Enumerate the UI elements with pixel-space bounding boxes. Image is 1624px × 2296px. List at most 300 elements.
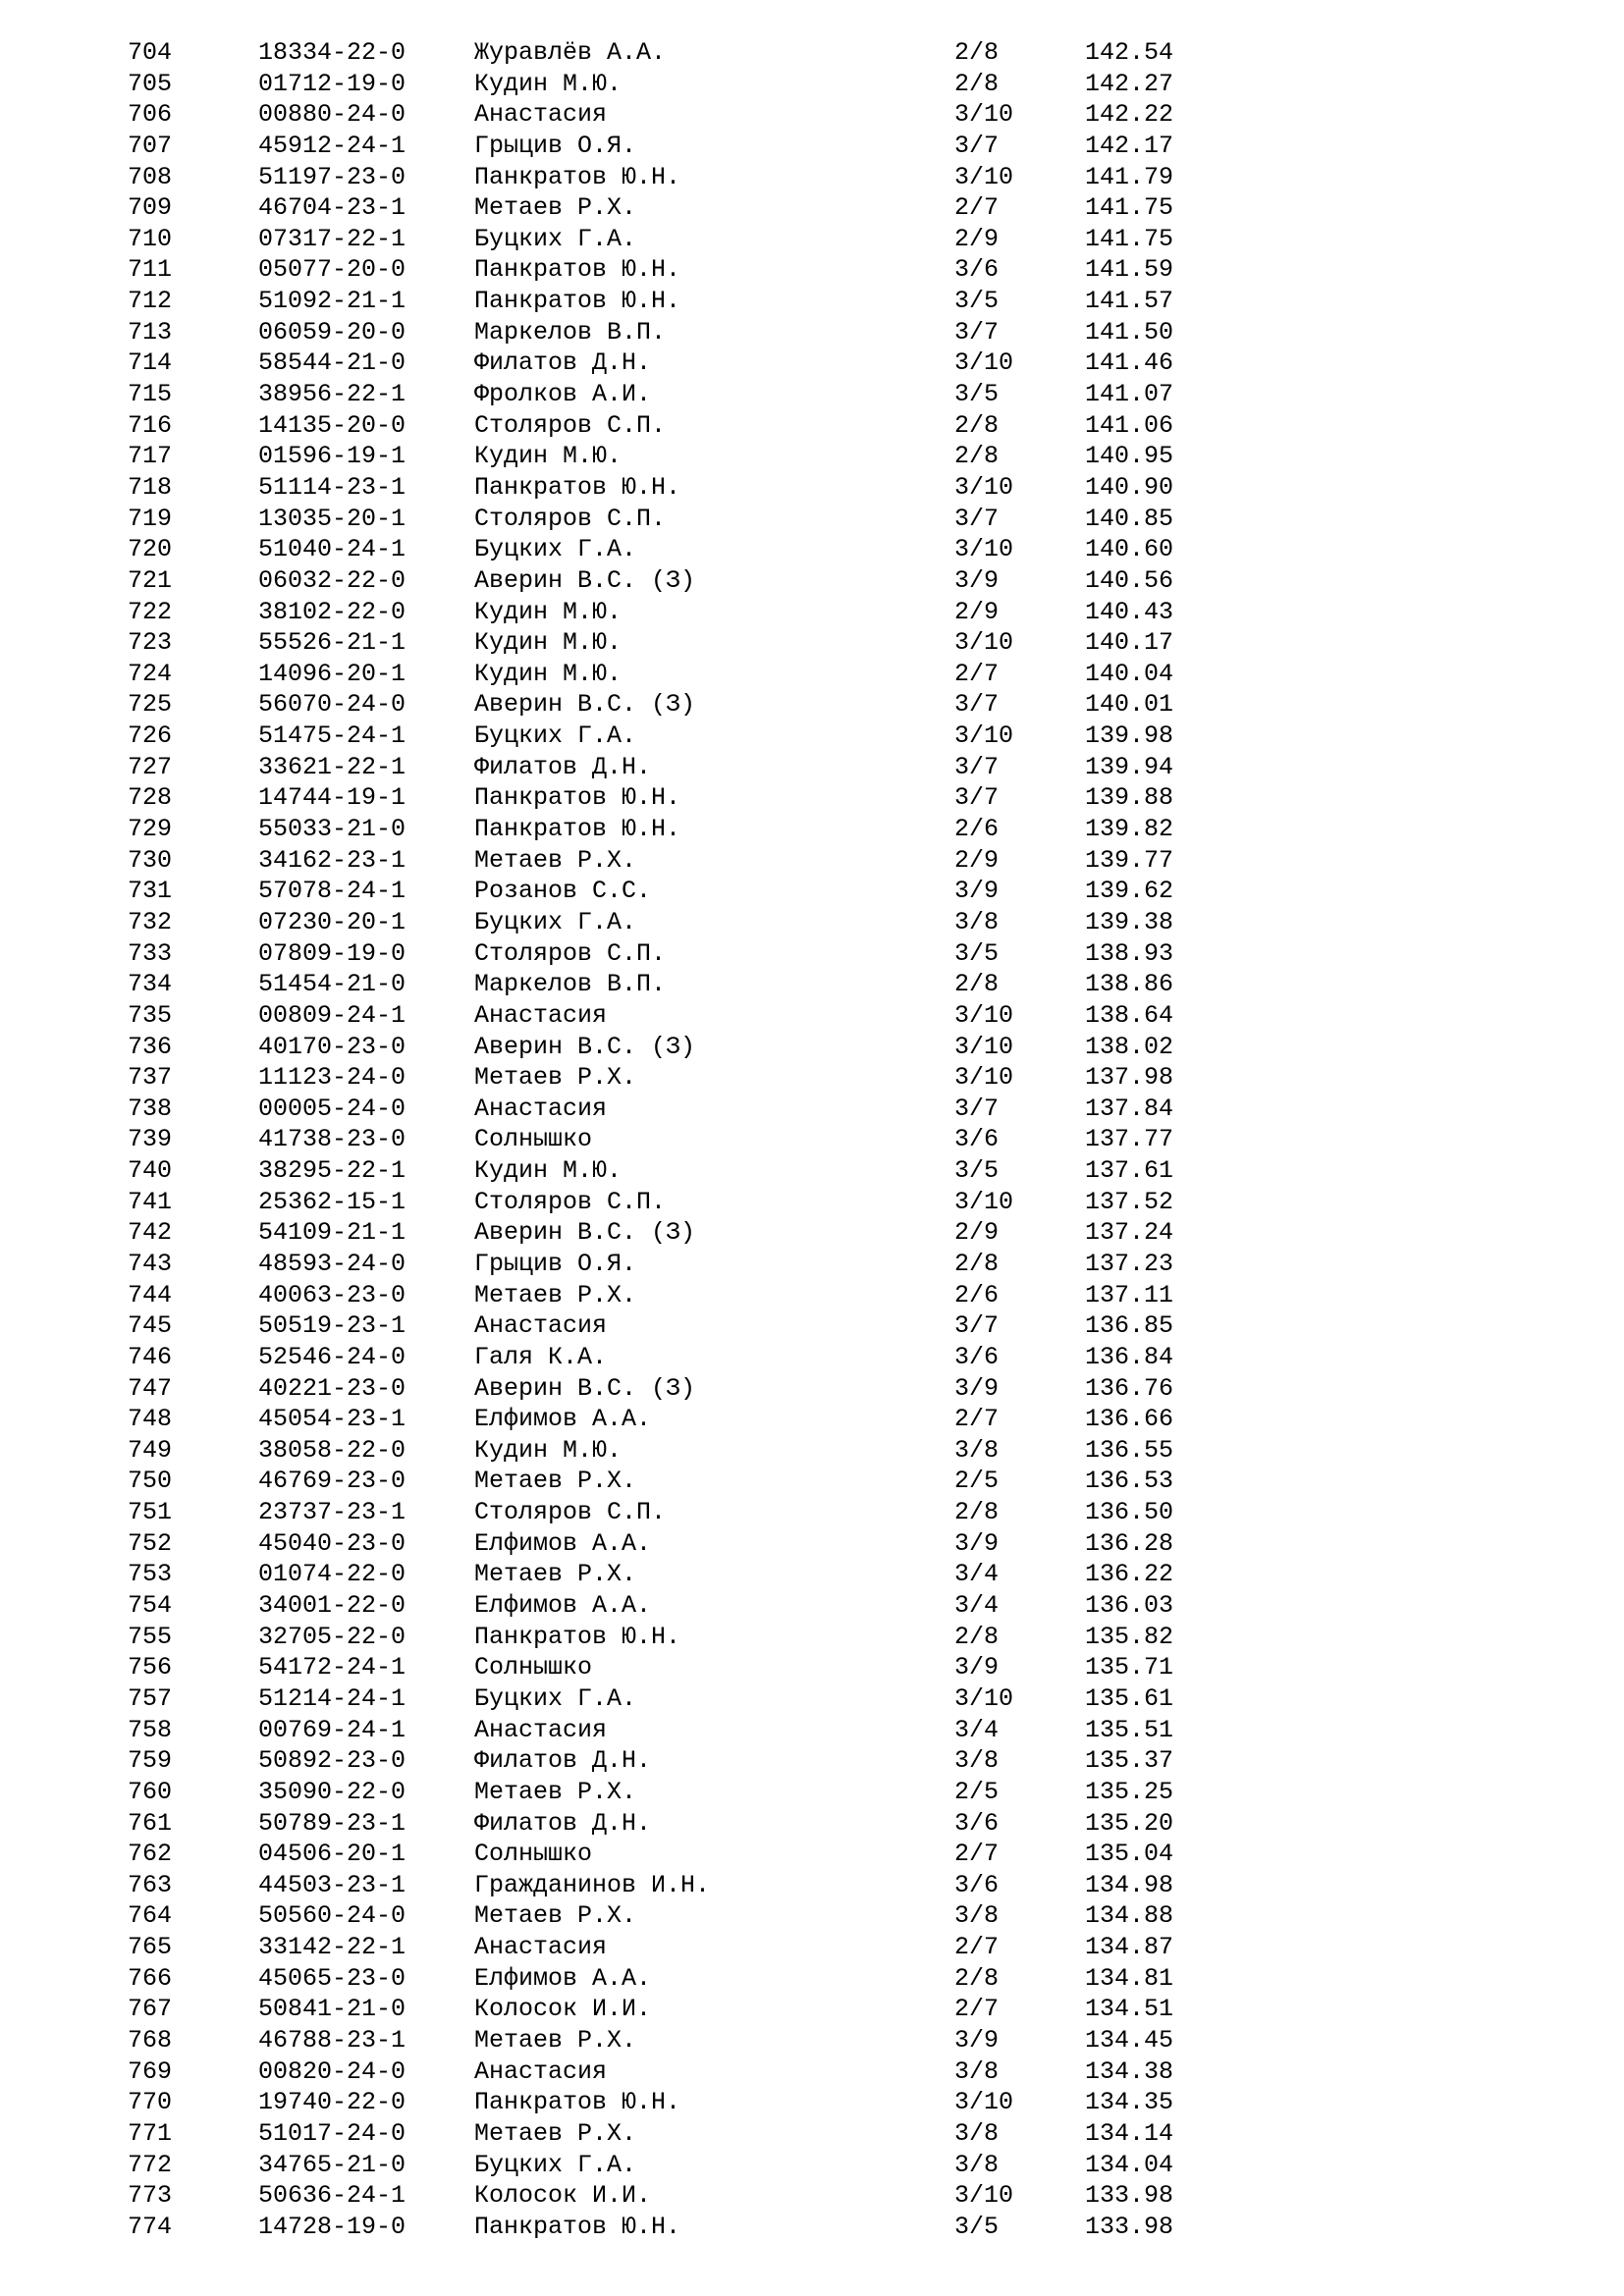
results-table bbox=[0, 37, 1624, 2242]
id-cell: 38956-22-1 bbox=[258, 380, 406, 409]
score-cell: 138.86 bbox=[1085, 970, 1174, 999]
owner-cell: Кудин М.Ю. bbox=[474, 69, 623, 98]
owner-cell: Метаев Р.Х. bbox=[474, 1063, 637, 1093]
table-row bbox=[0, 1715, 1624, 1746]
ratio-cell: 3/7 bbox=[954, 783, 1000, 813]
ratio-cell: 2/7 bbox=[954, 193, 1000, 223]
id-cell: 34765-21-0 bbox=[258, 2150, 406, 2179]
rank-cell: 743 bbox=[128, 1249, 173, 1278]
id-cell: 23737-23-1 bbox=[258, 1498, 406, 1527]
owner-cell: Кудин М.Ю. bbox=[474, 597, 623, 626]
table-row bbox=[0, 2056, 1624, 2088]
owner-cell: Анастасия bbox=[474, 100, 608, 130]
owner-cell: Елфимов А.А. bbox=[474, 1591, 652, 1621]
ratio-cell: 3/10 bbox=[954, 2088, 1014, 2117]
rank-cell: 723 bbox=[128, 628, 173, 658]
owner-cell: Елфимов А.А. bbox=[474, 1405, 652, 1434]
ratio-cell: 3/8 bbox=[954, 1746, 1000, 1776]
owner-cell: Столяров С.П. bbox=[474, 1187, 667, 1216]
table-row bbox=[0, 534, 1624, 565]
rank-cell: 736 bbox=[128, 1032, 173, 1061]
table-row bbox=[0, 752, 1624, 783]
score-cell: 141.59 bbox=[1085, 255, 1174, 285]
rank-cell: 734 bbox=[128, 970, 173, 999]
score-cell: 137.52 bbox=[1085, 1187, 1174, 1216]
owner-cell: Буцких Г.А. bbox=[474, 1683, 637, 1713]
id-cell: 46769-23-0 bbox=[258, 1467, 406, 1496]
table-row bbox=[0, 1932, 1624, 1963]
score-cell: 136.28 bbox=[1085, 1528, 1174, 1558]
id-cell: 56070-24-0 bbox=[258, 690, 406, 720]
id-cell: 07809-19-0 bbox=[258, 938, 406, 968]
id-cell: 04506-20-1 bbox=[258, 1840, 406, 1869]
rank-cell: 772 bbox=[128, 2150, 173, 2179]
id-cell: 52546-24-0 bbox=[258, 1342, 406, 1371]
rank-cell: 717 bbox=[128, 442, 173, 471]
id-cell: 51092-21-1 bbox=[258, 287, 406, 316]
ratio-cell: 3/9 bbox=[954, 1528, 1000, 1558]
table-row bbox=[0, 2025, 1624, 2056]
ratio-cell: 2/8 bbox=[954, 1249, 1000, 1278]
ratio-cell: 3/9 bbox=[954, 2026, 1000, 2055]
rank-cell: 731 bbox=[128, 877, 173, 906]
rank-cell: 718 bbox=[128, 472, 173, 502]
ratio-cell: 2/8 bbox=[954, 38, 1000, 67]
table-row bbox=[0, 1124, 1624, 1155]
owner-cell: Аверин В.С. (З) bbox=[474, 690, 696, 720]
score-cell: 139.88 bbox=[1085, 783, 1174, 813]
table-row bbox=[0, 410, 1624, 442]
table-row bbox=[0, 2087, 1624, 2118]
owner-cell: Столяров С.П. bbox=[474, 1498, 667, 1527]
ratio-cell: 2/8 bbox=[954, 410, 1000, 440]
owner-cell: Кудин М.Ю. bbox=[474, 442, 623, 471]
score-cell: 136.55 bbox=[1085, 1435, 1174, 1465]
rank-cell: 719 bbox=[128, 504, 173, 533]
id-cell: 50841-21-0 bbox=[258, 1995, 406, 2024]
rank-cell: 755 bbox=[128, 1622, 173, 1651]
table-row bbox=[0, 2150, 1624, 2181]
rank-cell: 714 bbox=[128, 348, 173, 378]
owner-cell: Буцких Г.А. bbox=[474, 721, 637, 751]
score-cell: 141.46 bbox=[1085, 348, 1174, 378]
owner-cell: Панкратов Ю.Н. bbox=[474, 1622, 681, 1651]
id-cell: 14096-20-1 bbox=[258, 659, 406, 688]
ratio-cell: 2/9 bbox=[954, 224, 1000, 253]
owner-cell: Столяров С.П. bbox=[474, 504, 667, 533]
owner-cell: Аверин В.С. (З) bbox=[474, 565, 696, 595]
score-cell: 140.17 bbox=[1085, 628, 1174, 658]
table-row bbox=[0, 1497, 1624, 1528]
owner-cell: Буцких Г.А. bbox=[474, 224, 637, 253]
score-cell: 137.84 bbox=[1085, 1094, 1174, 1123]
owner-cell: Метаев Р.Х. bbox=[474, 1901, 637, 1931]
id-cell: 44503-23-1 bbox=[258, 1870, 406, 1899]
owner-cell: Метаев Р.Х. bbox=[474, 1560, 637, 1589]
id-cell: 54109-21-1 bbox=[258, 1218, 406, 1248]
score-cell: 133.98 bbox=[1085, 2181, 1174, 2211]
rank-cell: 749 bbox=[128, 1435, 173, 1465]
ratio-cell: 3/7 bbox=[954, 317, 1000, 347]
table-row bbox=[0, 1000, 1624, 1032]
ratio-cell: 2/9 bbox=[954, 597, 1000, 626]
score-cell: 135.71 bbox=[1085, 1653, 1174, 1682]
score-cell: 134.81 bbox=[1085, 1963, 1174, 1993]
ratio-cell: 3/5 bbox=[954, 380, 1000, 409]
rank-cell: 740 bbox=[128, 1156, 173, 1186]
rank-cell: 758 bbox=[128, 1715, 173, 1744]
id-cell: 51017-24-0 bbox=[258, 2118, 406, 2148]
table-row bbox=[0, 1217, 1624, 1249]
table-row bbox=[0, 1963, 1624, 1995]
ratio-cell: 2/5 bbox=[954, 1467, 1000, 1496]
score-cell: 134.35 bbox=[1085, 2088, 1174, 2117]
owner-cell: Солнышко bbox=[474, 1840, 593, 1869]
ratio-cell: 3/10 bbox=[954, 2181, 1014, 2211]
rank-cell: 739 bbox=[128, 1125, 173, 1154]
id-cell: 38058-22-0 bbox=[258, 1435, 406, 1465]
id-cell: 07317-22-1 bbox=[258, 224, 406, 253]
rank-cell: 724 bbox=[128, 659, 173, 688]
owner-cell: Панкратов Ю.Н. bbox=[474, 815, 681, 844]
score-cell: 142.27 bbox=[1085, 69, 1174, 98]
rank-cell: 761 bbox=[128, 1808, 173, 1838]
score-cell: 135.37 bbox=[1085, 1746, 1174, 1776]
id-cell: 00880-24-0 bbox=[258, 100, 406, 130]
score-cell: 142.54 bbox=[1085, 38, 1174, 67]
table-row bbox=[0, 224, 1624, 255]
ratio-cell: 3/10 bbox=[954, 628, 1014, 658]
owner-cell: Маркелов В.П. bbox=[474, 317, 667, 347]
owner-cell: Панкратов Ю.Н. bbox=[474, 162, 681, 191]
table-row bbox=[0, 1373, 1624, 1405]
score-cell: 141.75 bbox=[1085, 193, 1174, 223]
rank-cell: 727 bbox=[128, 752, 173, 781]
rank-cell: 746 bbox=[128, 1342, 173, 1371]
id-cell: 35090-22-0 bbox=[258, 1777, 406, 1806]
rank-cell: 769 bbox=[128, 2056, 173, 2086]
ratio-cell: 3/10 bbox=[954, 100, 1014, 130]
score-cell: 135.82 bbox=[1085, 1622, 1174, 1651]
owner-cell: Метаев Р.Х. bbox=[474, 1280, 637, 1309]
table-row bbox=[0, 2212, 1624, 2243]
ratio-cell: 3/6 bbox=[954, 255, 1000, 285]
table-row bbox=[0, 1094, 1624, 1125]
rank-cell: 762 bbox=[128, 1840, 173, 1869]
score-cell: 138.64 bbox=[1085, 1000, 1174, 1030]
ratio-cell: 3/7 bbox=[954, 690, 1000, 720]
id-cell: 00005-24-0 bbox=[258, 1094, 406, 1123]
score-cell: 136.22 bbox=[1085, 1560, 1174, 1589]
rank-cell: 706 bbox=[128, 100, 173, 130]
id-cell: 34001-22-0 bbox=[258, 1591, 406, 1621]
table-row bbox=[0, 1622, 1624, 1653]
id-cell: 46788-23-1 bbox=[258, 2026, 406, 2055]
score-cell: 140.85 bbox=[1085, 504, 1174, 533]
ratio-cell: 3/5 bbox=[954, 287, 1000, 316]
id-cell: 33621-22-1 bbox=[258, 752, 406, 781]
rank-cell: 716 bbox=[128, 410, 173, 440]
owner-cell: Елфимов А.А. bbox=[474, 1528, 652, 1558]
rank-cell: 708 bbox=[128, 162, 173, 191]
rank-cell: 771 bbox=[128, 2118, 173, 2148]
score-cell: 134.98 bbox=[1085, 1870, 1174, 1899]
score-cell: 137.61 bbox=[1085, 1156, 1174, 1186]
table-row bbox=[0, 1839, 1624, 1870]
id-cell: 50789-23-1 bbox=[258, 1808, 406, 1838]
ratio-cell: 3/5 bbox=[954, 938, 1000, 968]
id-cell: 14728-19-0 bbox=[258, 2212, 406, 2241]
owner-cell: Кудин М.Ю. bbox=[474, 628, 623, 658]
table-row bbox=[0, 1404, 1624, 1435]
score-cell: 134.14 bbox=[1085, 2118, 1174, 2148]
table-row bbox=[0, 1808, 1624, 1840]
ratio-cell: 3/10 bbox=[954, 348, 1014, 378]
id-cell: 40170-23-0 bbox=[258, 1032, 406, 1061]
id-cell: 00769-24-1 bbox=[258, 1715, 406, 1744]
score-cell: 136.84 bbox=[1085, 1342, 1174, 1371]
id-cell: 55526-21-1 bbox=[258, 628, 406, 658]
table-row bbox=[0, 37, 1624, 69]
id-cell: 51214-24-1 bbox=[258, 1683, 406, 1713]
owner-cell: Столяров С.П. bbox=[474, 938, 667, 968]
ratio-cell: 3/6 bbox=[954, 1808, 1000, 1838]
rank-cell: 742 bbox=[128, 1218, 173, 1248]
rank-cell: 750 bbox=[128, 1467, 173, 1496]
rank-cell: 744 bbox=[128, 1280, 173, 1309]
score-cell: 141.50 bbox=[1085, 317, 1174, 347]
id-cell: 40063-23-0 bbox=[258, 1280, 406, 1309]
id-cell: 48593-24-0 bbox=[258, 1249, 406, 1278]
rank-cell: 709 bbox=[128, 193, 173, 223]
rank-cell: 747 bbox=[128, 1373, 173, 1403]
ratio-cell: 3/5 bbox=[954, 2212, 1000, 2241]
owner-cell: Елфимов А.А. bbox=[474, 1963, 652, 1993]
table-row bbox=[0, 286, 1624, 317]
id-cell: 38102-22-0 bbox=[258, 597, 406, 626]
rank-cell: 773 bbox=[128, 2181, 173, 2211]
score-cell: 141.06 bbox=[1085, 410, 1174, 440]
rank-cell: 711 bbox=[128, 255, 173, 285]
ratio-cell: 3/8 bbox=[954, 1435, 1000, 1465]
id-cell: 45040-23-0 bbox=[258, 1528, 406, 1558]
owner-cell: Буцких Г.А. bbox=[474, 2150, 637, 2179]
table-row bbox=[0, 782, 1624, 814]
id-cell: 05077-20-0 bbox=[258, 255, 406, 285]
owner-cell: Колосок И.И. bbox=[474, 2181, 652, 2211]
ratio-cell: 2/5 bbox=[954, 1777, 1000, 1806]
owner-cell: Филатов Д.Н. bbox=[474, 752, 652, 781]
id-cell: 50519-23-1 bbox=[258, 1311, 406, 1341]
table-row bbox=[0, 597, 1624, 628]
score-cell: 140.90 bbox=[1085, 472, 1174, 502]
rank-cell: 722 bbox=[128, 597, 173, 626]
ratio-cell: 2/7 bbox=[954, 659, 1000, 688]
id-cell: 32705-22-0 bbox=[258, 1622, 406, 1651]
table-row bbox=[0, 1435, 1624, 1467]
owner-cell: Анастасия bbox=[474, 1311, 608, 1341]
table-row bbox=[0, 1777, 1624, 1808]
rank-cell: 753 bbox=[128, 1560, 173, 1589]
score-cell: 138.02 bbox=[1085, 1032, 1174, 1061]
owner-cell: Столяров С.П. bbox=[474, 410, 667, 440]
owner-cell: Аверин В.С. (З) bbox=[474, 1373, 696, 1403]
rank-cell: 751 bbox=[128, 1498, 173, 1527]
id-cell: 55033-21-0 bbox=[258, 815, 406, 844]
owner-cell: Панкратов Ю.Н. bbox=[474, 472, 681, 502]
table-row bbox=[0, 659, 1624, 690]
table-row bbox=[0, 938, 1624, 970]
id-cell: 50636-24-1 bbox=[258, 2181, 406, 2211]
id-cell: 14744-19-1 bbox=[258, 783, 406, 813]
id-cell: 01712-19-0 bbox=[258, 69, 406, 98]
rank-cell: 705 bbox=[128, 69, 173, 98]
owner-cell: Метаев Р.Х. bbox=[474, 1467, 637, 1496]
ratio-cell: 2/8 bbox=[954, 442, 1000, 471]
owner-cell: Панкратов Ю.Н. bbox=[474, 2212, 681, 2241]
owner-cell: Кудин М.Ю. bbox=[474, 659, 623, 688]
score-cell: 134.38 bbox=[1085, 2056, 1174, 2086]
score-cell: 137.77 bbox=[1085, 1125, 1174, 1154]
ratio-cell: 2/9 bbox=[954, 1218, 1000, 1248]
table-row bbox=[0, 689, 1624, 721]
score-cell: 139.98 bbox=[1085, 721, 1174, 751]
rank-cell: 713 bbox=[128, 317, 173, 347]
table-row bbox=[0, 1280, 1624, 1311]
score-cell: 137.11 bbox=[1085, 1280, 1174, 1309]
score-cell: 137.24 bbox=[1085, 1218, 1174, 1248]
score-cell: 142.17 bbox=[1085, 131, 1174, 160]
ratio-cell: 2/6 bbox=[954, 815, 1000, 844]
table-row bbox=[0, 1683, 1624, 1715]
table-row bbox=[0, 441, 1624, 472]
id-cell: 34162-23-1 bbox=[258, 845, 406, 875]
ratio-cell: 3/6 bbox=[954, 1125, 1000, 1154]
table-row bbox=[0, 1466, 1624, 1497]
owner-cell: Розанов С.С. bbox=[474, 877, 652, 906]
ratio-cell: 3/9 bbox=[954, 1653, 1000, 1682]
score-cell: 139.77 bbox=[1085, 845, 1174, 875]
id-cell: 51454-21-0 bbox=[258, 970, 406, 999]
score-cell: 141.07 bbox=[1085, 380, 1174, 409]
table-row bbox=[0, 1032, 1624, 1063]
owner-cell: Колосок И.И. bbox=[474, 1995, 652, 2024]
id-cell: 58544-21-0 bbox=[258, 348, 406, 378]
score-cell: 136.50 bbox=[1085, 1498, 1174, 1527]
table-row bbox=[0, 814, 1624, 845]
table-row bbox=[0, 472, 1624, 504]
id-cell: 38295-22-1 bbox=[258, 1156, 406, 1186]
id-cell: 06059-20-0 bbox=[258, 317, 406, 347]
owner-cell: Маркелов В.П. bbox=[474, 970, 667, 999]
rank-cell: 760 bbox=[128, 1777, 173, 1806]
ratio-cell: 2/8 bbox=[954, 69, 1000, 98]
rank-cell: 759 bbox=[128, 1746, 173, 1776]
rank-cell: 729 bbox=[128, 815, 173, 844]
owner-cell: Метаев Р.Х. bbox=[474, 845, 637, 875]
score-cell: 141.79 bbox=[1085, 162, 1174, 191]
rank-cell: 774 bbox=[128, 2212, 173, 2241]
score-cell: 133.98 bbox=[1085, 2212, 1174, 2241]
table-row bbox=[0, 1652, 1624, 1683]
owner-cell: Солнышко bbox=[474, 1125, 593, 1154]
score-cell: 141.57 bbox=[1085, 287, 1174, 316]
id-cell: 51040-24-1 bbox=[258, 535, 406, 564]
owner-cell: Грыцив О.Я. bbox=[474, 131, 637, 160]
owner-cell: Гражданинов И.Н. bbox=[474, 1870, 711, 1899]
ratio-cell: 3/8 bbox=[954, 2150, 1000, 2179]
score-cell: 139.82 bbox=[1085, 815, 1174, 844]
table-row bbox=[0, 907, 1624, 938]
ratio-cell: 3/7 bbox=[954, 504, 1000, 533]
score-cell: 136.85 bbox=[1085, 1311, 1174, 1341]
table-row bbox=[0, 1187, 1624, 1218]
table-row bbox=[0, 721, 1624, 752]
id-cell: 46704-23-1 bbox=[258, 193, 406, 223]
score-cell: 138.93 bbox=[1085, 938, 1174, 968]
ratio-cell: 3/9 bbox=[954, 1373, 1000, 1403]
ratio-cell: 3/10 bbox=[954, 721, 1014, 751]
table-row bbox=[0, 1249, 1624, 1280]
ratio-cell: 3/6 bbox=[954, 1342, 1000, 1371]
owner-cell: Анастасия bbox=[474, 1715, 608, 1744]
rank-cell: 741 bbox=[128, 1187, 173, 1216]
id-cell: 45054-23-1 bbox=[258, 1405, 406, 1434]
score-cell: 134.51 bbox=[1085, 1995, 1174, 2024]
owner-cell: Анастасия bbox=[474, 1000, 608, 1030]
rank-cell: 766 bbox=[128, 1963, 173, 1993]
id-cell: 00820-24-0 bbox=[258, 2056, 406, 2086]
rank-cell: 726 bbox=[128, 721, 173, 751]
score-cell: 134.45 bbox=[1085, 2026, 1174, 2055]
score-cell: 140.56 bbox=[1085, 565, 1174, 595]
rank-cell: 735 bbox=[128, 1000, 173, 1030]
table-row bbox=[0, 379, 1624, 410]
ratio-cell: 3/10 bbox=[954, 472, 1014, 502]
ratio-cell: 3/8 bbox=[954, 907, 1000, 936]
table-row bbox=[0, 1590, 1624, 1622]
table-row bbox=[0, 1062, 1624, 1094]
table-row bbox=[0, 131, 1624, 162]
owner-cell: Аверин В.С. (З) bbox=[474, 1218, 696, 1248]
ratio-cell: 2/7 bbox=[954, 1405, 1000, 1434]
rank-cell: 752 bbox=[128, 1528, 173, 1558]
score-cell: 139.38 bbox=[1085, 907, 1174, 936]
ratio-cell: 3/6 bbox=[954, 1870, 1000, 1899]
ratio-cell: 3/8 bbox=[954, 2056, 1000, 2086]
owner-cell: Анастасия bbox=[474, 2056, 608, 2086]
ratio-cell: 2/7 bbox=[954, 1995, 1000, 2024]
table-row bbox=[0, 254, 1624, 286]
id-cell: 41738-23-0 bbox=[258, 1125, 406, 1154]
table-row bbox=[0, 99, 1624, 131]
ratio-cell: 3/7 bbox=[954, 1094, 1000, 1123]
rank-cell: 730 bbox=[128, 845, 173, 875]
rank-cell: 757 bbox=[128, 1683, 173, 1713]
rank-cell: 710 bbox=[128, 224, 173, 253]
id-cell: 01074-22-0 bbox=[258, 1560, 406, 1589]
ratio-cell: 2/7 bbox=[954, 1840, 1000, 1869]
table-row bbox=[0, 2180, 1624, 2212]
owner-cell: Филатов Д.Н. bbox=[474, 348, 652, 378]
ratio-cell: 3/10 bbox=[954, 535, 1014, 564]
owner-cell: Панкратов Ю.Н. bbox=[474, 287, 681, 316]
ratio-cell: 3/7 bbox=[954, 1311, 1000, 1341]
ratio-cell: 3/10 bbox=[954, 162, 1014, 191]
id-cell: 50892-23-0 bbox=[258, 1746, 406, 1776]
table-row bbox=[0, 1900, 1624, 1932]
score-cell: 136.03 bbox=[1085, 1591, 1174, 1621]
